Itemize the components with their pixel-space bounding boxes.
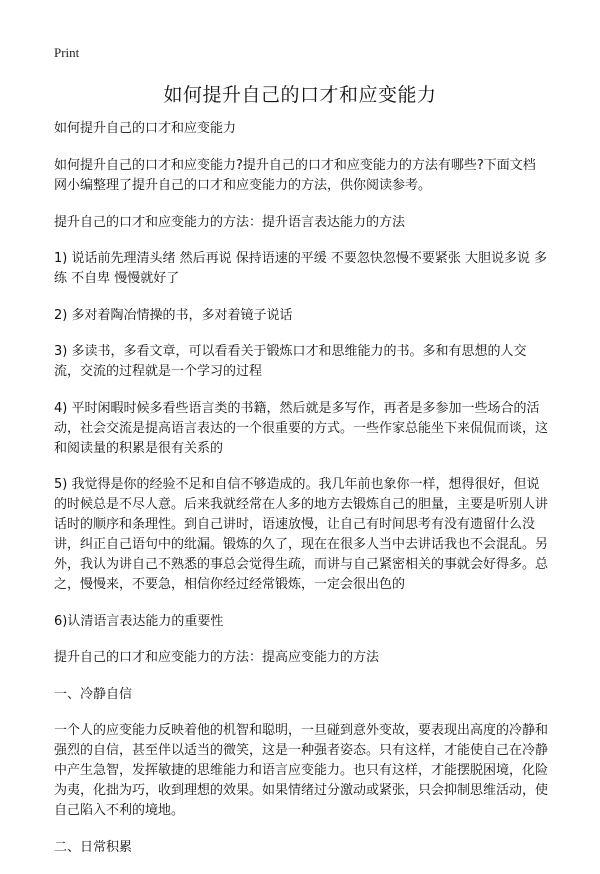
subsection-heading: 二、日常积累 xyxy=(54,839,133,855)
article-body xyxy=(54,119,548,874)
tip-paragraph: 6)认清语言表达能力的重要性 xyxy=(54,613,224,629)
body-paragraph: 一个人的应变能力反映着他的机智和聪明，一旦碰到意外变故，要表现出高度的冷静和强烈的自信，甚至伴以适当的微笑，这是一种强者姿态。只有这样，才能使自己在冷静中产生急智，发挥敏捷的思维能力和语言应变能力。也只有这样，才能摆脱困境，化险为夷，化拙为巧，收到理想的效果。如果情绪过分激动或紧张，只会抑制思维活动，使自己陷入不利的境地。 xyxy=(54,723,549,818)
section-heading: 提升自己的口才和应变能力的方法：提高应变能力的方法 xyxy=(54,650,380,665)
tip-paragraph: 4) 平时闲暇时候多看些语言类的书籍，然后就是多写作，再者是多参加一些场合的活动，社会交流是提高语言表达的一个很重要的方式。一些作家总能坐下来侃侃而谈，这和阅读量的积累是很有关系的 xyxy=(54,400,549,456)
article-subtitle: 如何提升自己的口才和应变能力 xyxy=(54,121,237,136)
tip-paragraph: 3) 多读书，多看文章，可以看看关于锻炼口才和思维能力的书。多和有思想的人交流，交流的过程就是一个学习的过程 xyxy=(54,344,527,379)
page-title: 如何提升自己的口才和应变能力 xyxy=(163,84,437,106)
tip-paragraph: 2) 多对着陶冶情操的书，多对着镜子说话 xyxy=(54,307,293,323)
tip-paragraph: 5) 我觉得是你的经验不足和自信不够造成的。我几年前也象你一样，想得很好，但说的时候总是不尽人意。后来我就经常在人多的地方去锻炼自己的胆量，主要是听别人讲话时的顺序和条理性。到自己讲时，语速放慢，让自己有时间思考有没有遗留什么没讲，纠正自己语句中的纰漏。锻炼的久了，现在在很多人当中去讲话我也不会混乱。另外，我认为讲自己不熟悉的事总会觉得生疏，而讲与自己紧密相关的事就会好得多。总之，慢慢来，不要急，相信你经过经常锻炼，一定会很出色的 xyxy=(54,477,549,592)
subsection-heading: 一、冷静自信 xyxy=(54,686,133,702)
section-heading: 提升自己的口才和应变能力的方法：提升语言表达能力的方法 xyxy=(54,214,406,230)
print-link[interactable]: Print xyxy=(54,45,80,60)
tip-paragraph: 1) 说话前先理清头绪 然后再说 保持语速的平缓 不要忽快忽慢不要紧张 大胆说多说 多练 不自卑 慢慢就好了 xyxy=(54,251,548,286)
intro-paragraph: 如何提升自己的口才和应变能力?提升自己的口才和应变能力的方法有哪些?下面文档网小编整理了提升自己的口才和应变能力的方法，供你阅读参考。 xyxy=(54,158,536,193)
